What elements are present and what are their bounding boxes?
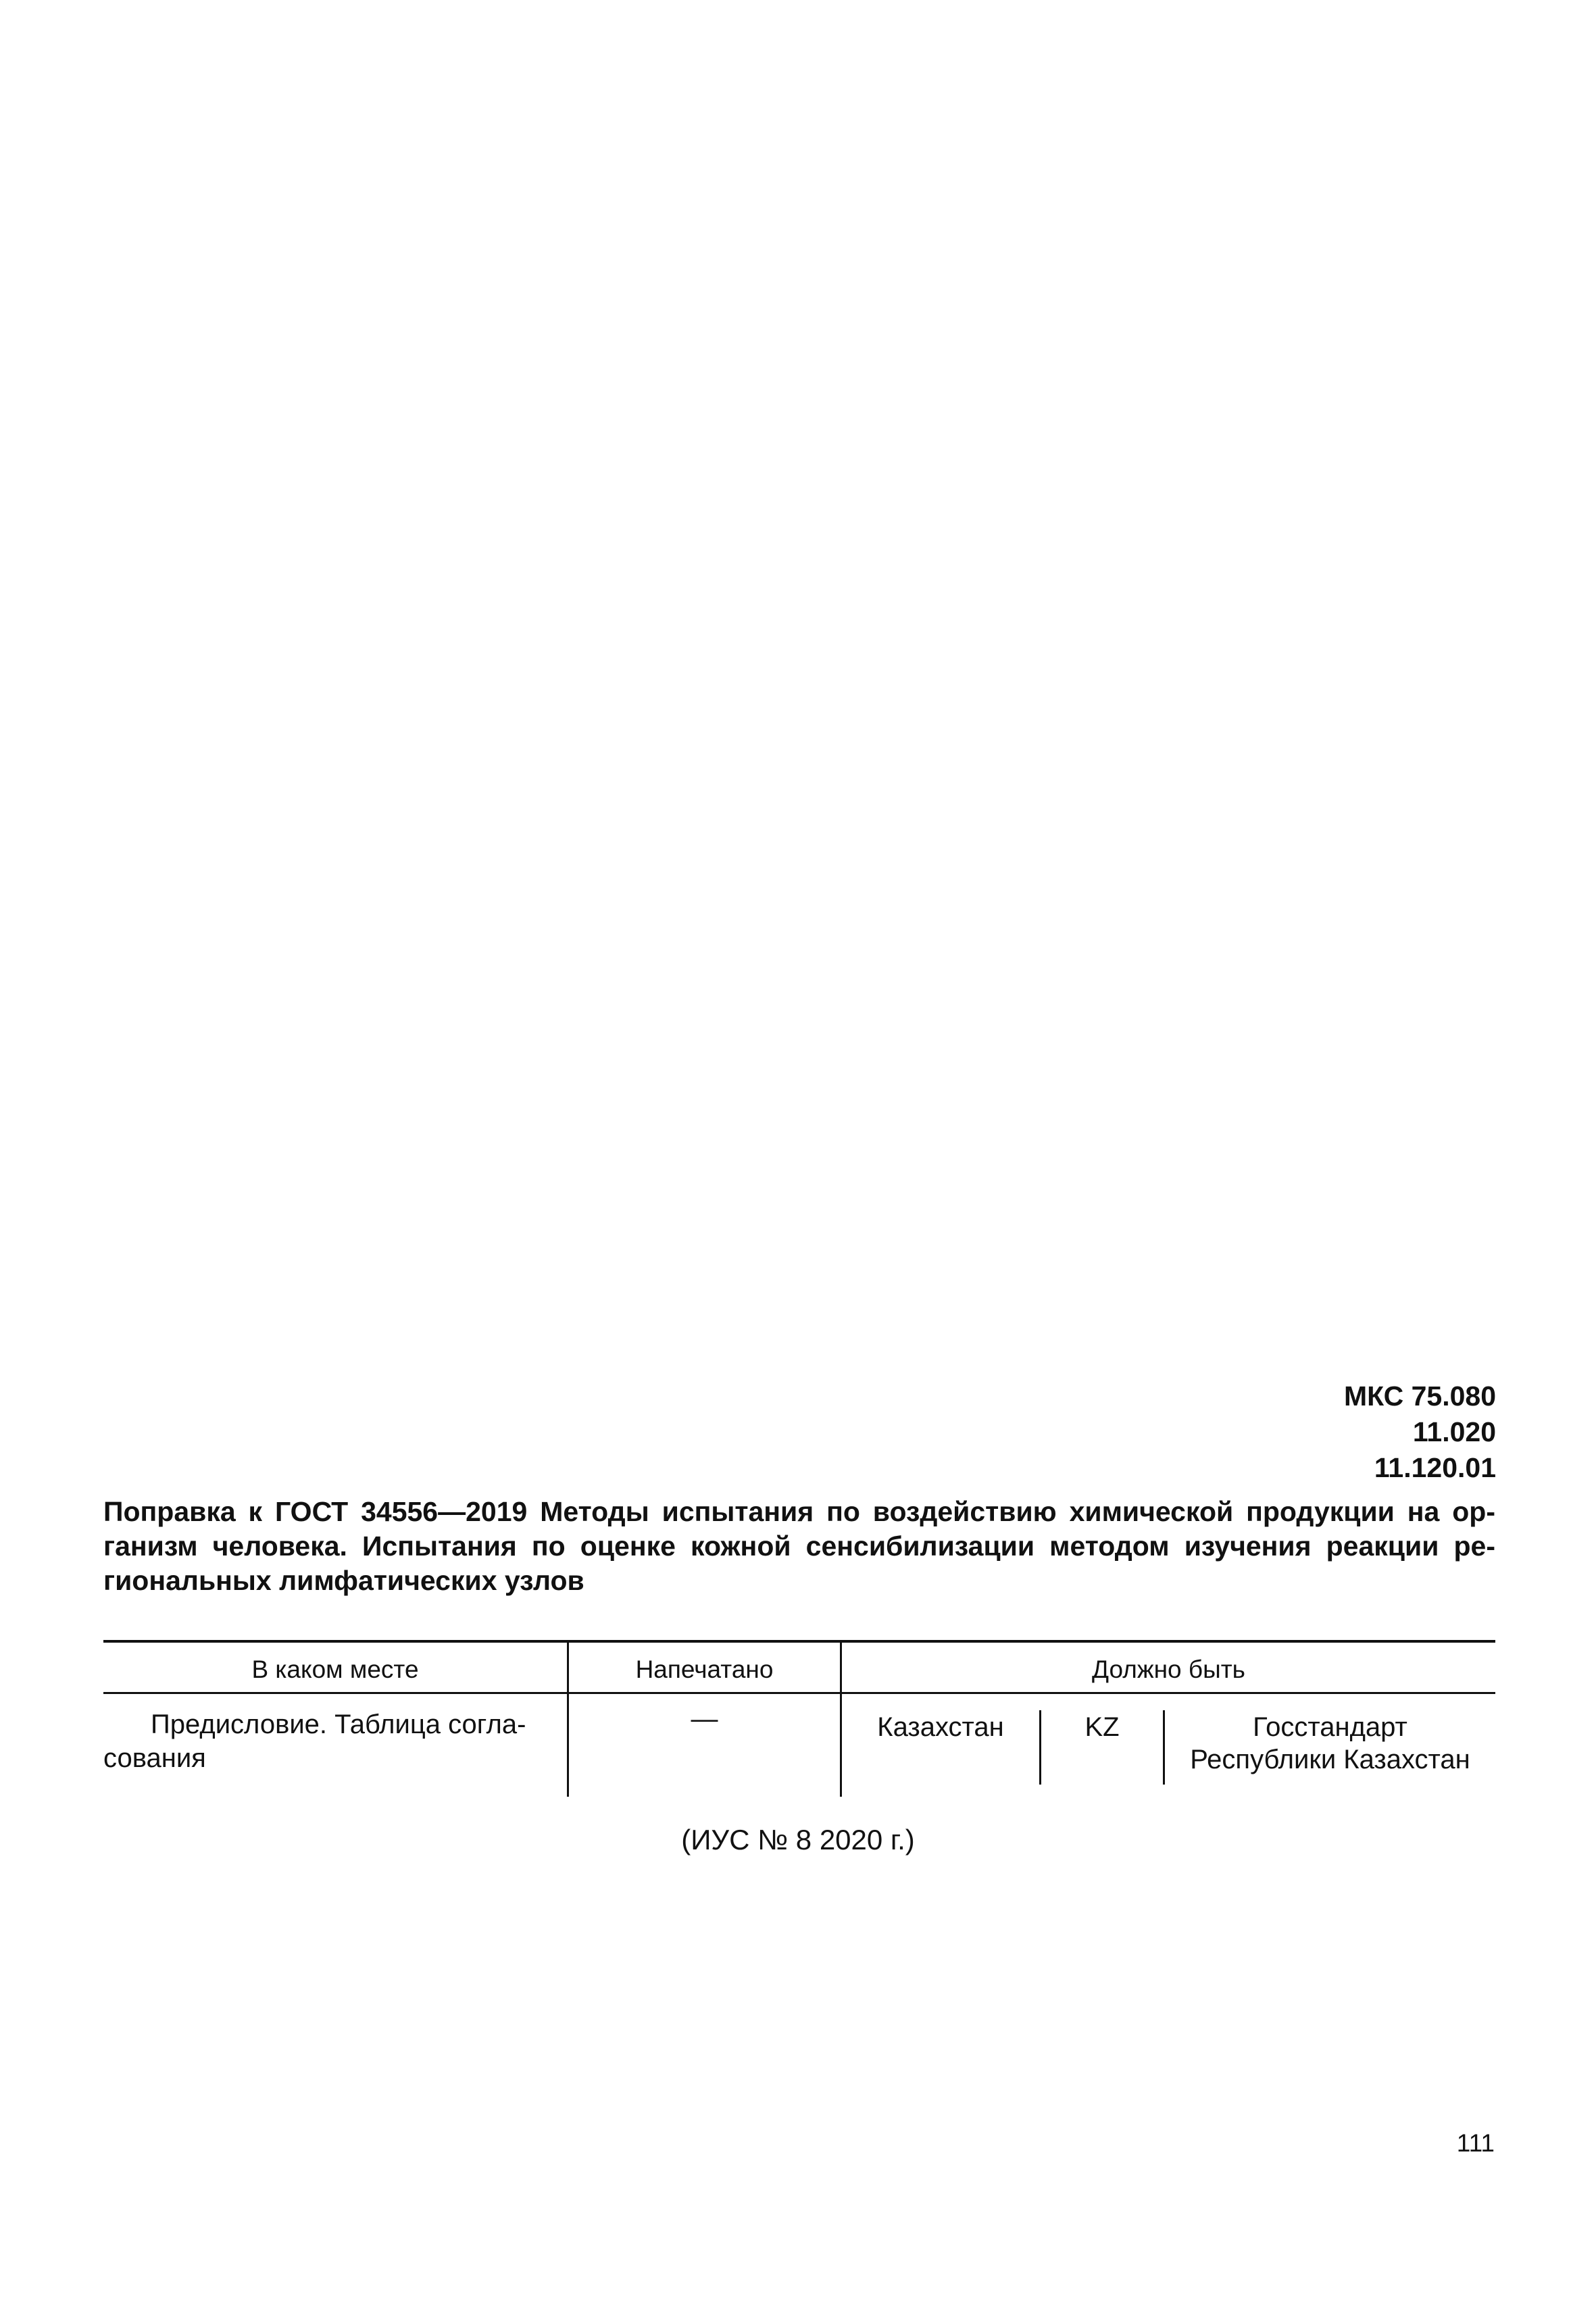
cell-printed: — (691, 1704, 718, 1734)
amendment-table (103, 1640, 1495, 1797)
cell-country-code: KZ (1084, 1712, 1120, 1742)
amendment-title (103, 1495, 1495, 1598)
cell-country: Казахстан (877, 1712, 1004, 1742)
header-divider (103, 1692, 1495, 1694)
cell-organization-line-1: Госстандарт (1253, 1712, 1407, 1742)
classification-codes (1344, 1378, 1496, 1486)
ius-reference: (ИУС № 8 2020 г.) (681, 1824, 915, 1856)
title-line-3: гиональных лимфатических узлов (103, 1565, 584, 1596)
header-printed: Напечатано (635, 1656, 774, 1683)
cell-where-line-1: Предисловие. Таблица согла- (151, 1710, 526, 1739)
header-should-be: Должно быть (1092, 1656, 1245, 1683)
title-line-1: Поправка к ГОСТ 34556—2019 Методы испытания по воздействию химической продукции на ор- (103, 1496, 1495, 1527)
header-where: В каком месте (251, 1656, 419, 1683)
cell-organization-line-2: Республики Казахстан (1190, 1745, 1470, 1774)
classification-code-1: МКС 75.080 (1343, 1380, 1496, 1412)
classification-code-2: 11.020 (1412, 1416, 1496, 1447)
classification-code-3: 11.120.01 (1374, 1452, 1496, 1483)
title-line-2: ганизм человека. Испытания по оценке кожной сенсибилизации методом изучения реакции ре- (103, 1530, 1495, 1562)
page-number: 111 (1456, 2129, 1495, 2157)
cell-where-line-2: сования (103, 1743, 206, 1773)
